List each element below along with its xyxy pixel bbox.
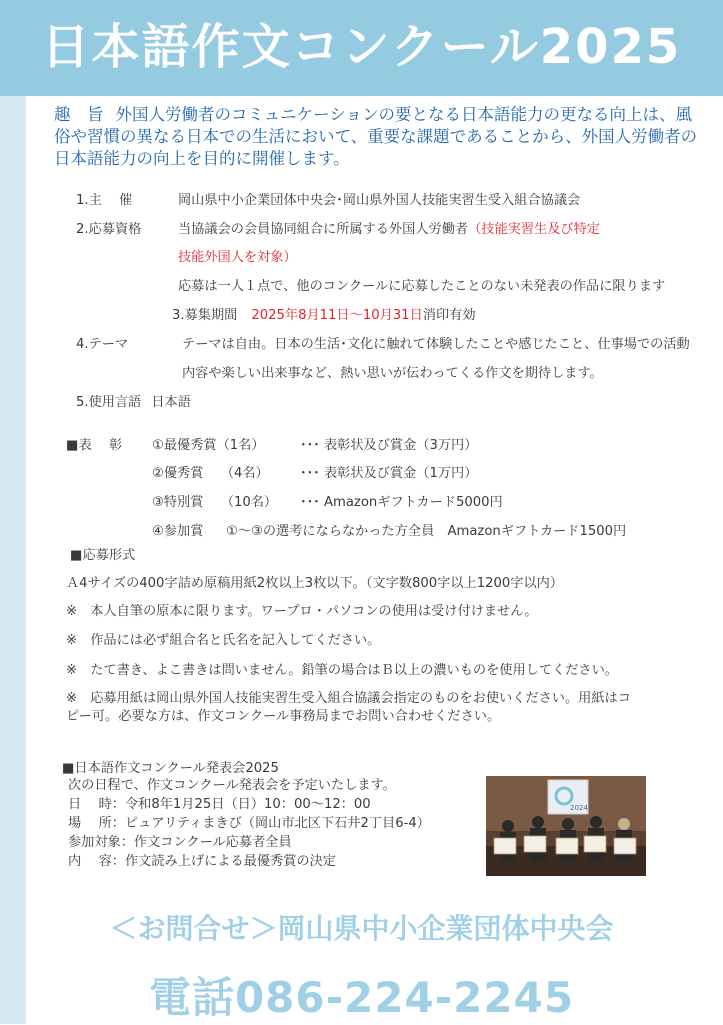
- format-note: ※ たて書き、よこ書きは問いません。鉛筆の場合はＢ以上の濃いものを使用してください。: [66, 663, 618, 678]
- award-name: ①最優秀賞（1名）: [152, 438, 265, 453]
- organizer-value: 岡山県中小企業団体中央会･岡山県外国人技能実習生受入組合協議会: [178, 193, 581, 208]
- language-value: 日本語: [151, 395, 191, 410]
- eligibility-target-1: （技能実習生及び特定: [468, 222, 600, 237]
- language-line: [76, 394, 191, 412]
- event-datetime: 日 時：令和8年1月25日（日）10：00～12：00: [68, 797, 371, 812]
- award-prize: ①～③の選考にならなかった方全員 Amazonギフトカード1500円: [226, 524, 627, 539]
- award-name: ②優秀賞 （4名）: [152, 466, 269, 481]
- theme-label: 4.テーマ: [76, 337, 129, 352]
- event-content: 内 容：作文読み上げによる最優秀賞の決定: [68, 854, 336, 869]
- title-banner: [0, 0, 723, 96]
- period-suffix: 消印有効: [422, 308, 476, 323]
- awards-label: ■表 彰: [66, 438, 123, 453]
- award-prize: ･･･ 表彰状及び賞金（3万円）: [300, 438, 478, 453]
- theme-line-2: 内容や楽しい出来事など、熱い思いが伝わってくる作文を期待します。: [182, 366, 603, 381]
- photo-illustration: [486, 776, 646, 876]
- period-value: 2025年8月11日～10月31日: [251, 308, 423, 323]
- eligibility-value: 当協議会の会員協同組合に所属する外国人労働者: [178, 222, 469, 237]
- format-note-continued: ピー可。必要な方は、作文コンクール事務局までお問い合わせください。: [66, 709, 501, 724]
- period-label: 3.募集期間: [172, 308, 238, 323]
- eligibility-note: 応募は一人１点で、他のコンクールに応募したことのない未発表の作品に限ります: [178, 279, 666, 294]
- language-label: 5.使用言語: [76, 395, 142, 410]
- purpose-label: 趣 旨: [54, 105, 104, 124]
- format-note: ※ 応募用紙は岡山県外国人技能実習生受入組合協議会指定のものをお使いください。用紙はコ: [66, 691, 631, 706]
- format-label: ■応募形式: [70, 548, 136, 563]
- photo-screen-year: 2024: [570, 804, 588, 812]
- eligibility-label: 2.応募資格: [76, 222, 142, 237]
- award-name: ③特別賞 （10名）: [152, 495, 278, 510]
- award-ceremony-photo: [486, 776, 646, 876]
- eligibility-target-2: 技能外国人を対象）: [178, 250, 297, 265]
- contact-phone: 電話086-224-2245: [148, 973, 575, 1022]
- contact-line: ＜お問合せ＞岡山県中小企業団体中央会: [109, 912, 614, 945]
- award-name: ④参加賞: [152, 524, 204, 539]
- award-prize: ･･･ Amazonギフトカード5000円: [300, 495, 503, 510]
- purpose-paragraph: [54, 104, 704, 170]
- event-intro: 次の日程で、作文コンクール発表会を予定いたします。: [68, 778, 396, 793]
- eligibility-line: [178, 221, 600, 239]
- theme-line-1: テーマは自由。日本の生活･文化に触れて体験したことや感じたこと、仕事場での活動: [182, 337, 690, 352]
- organizer-label: 1.主 催: [76, 193, 133, 208]
- format-note: ※ 作品には必ず組合名と氏名を記入してください。: [66, 633, 381, 648]
- format-spec: Ａ4サイズの400字詰め原稿用紙2枚以上3枚以下。（文字数800字以上1200字以内）: [66, 576, 564, 591]
- event-label: ■日本語作文コンクール発表会2025: [62, 761, 279, 776]
- purpose-text: 外国人労働者のコミュニケーションの要となる日本語能力の更なる向上は、風俗や習慣の異なる日本での生活において、重要な課題であることから、外国人労働者の日本語能力の向上を目的に開催します。: [54, 105, 698, 168]
- period-line: [172, 307, 476, 325]
- format-note: ※ 本人自筆の原本に限ります。ワープロ・パソコンの使用は受け付けません。: [66, 604, 538, 619]
- left-accent-bar: [0, 96, 26, 1024]
- page-title: 日本語作文コンクール2025: [41, 19, 682, 75]
- event-participants: 参加対象：作文コンクール応募者全員: [68, 835, 292, 850]
- event-venue: 場 所：ピュアリティまきび（岡山市北区下石井2丁目6-4）: [68, 816, 430, 831]
- award-prize: ･･･ 表彰状及び賞金（1万円）: [300, 466, 478, 481]
